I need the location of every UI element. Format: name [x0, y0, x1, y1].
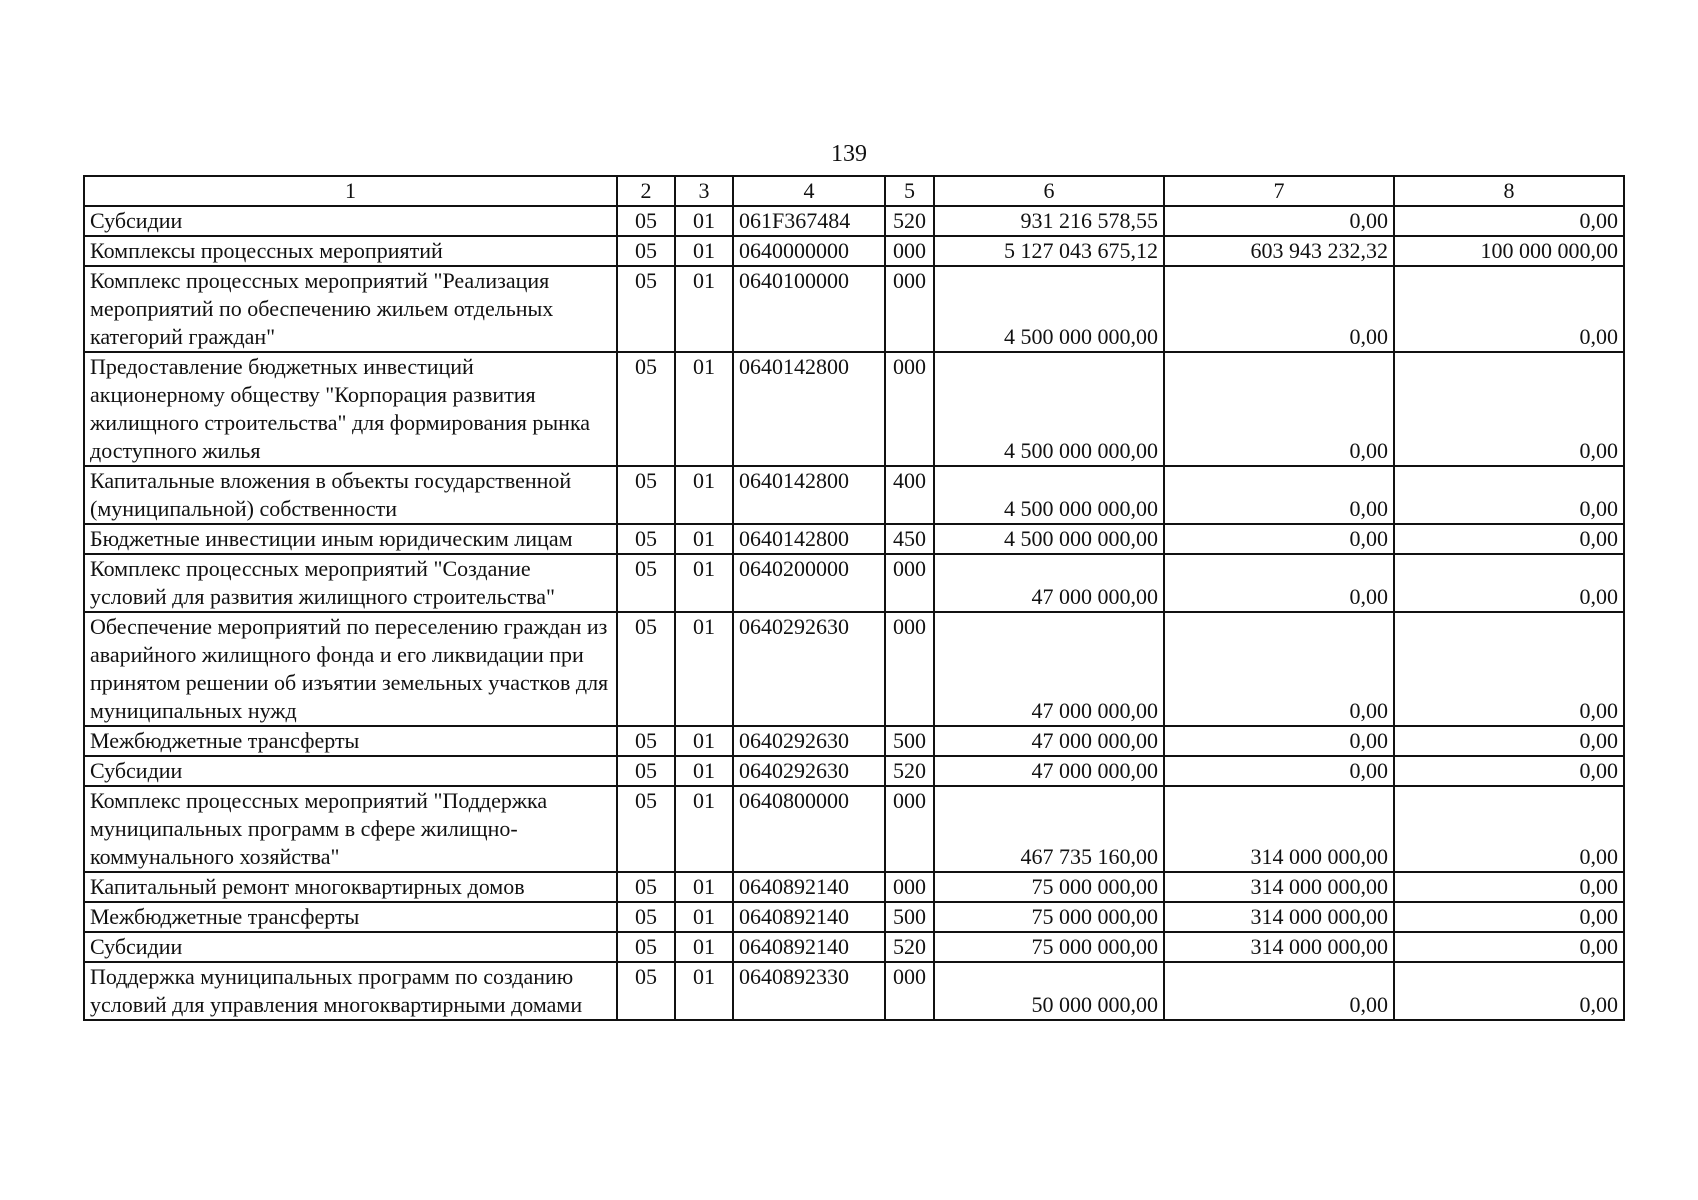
table-row: [84, 524, 1624, 554]
table-row: [84, 466, 1624, 524]
row-target-code: 0640892140: [733, 872, 885, 902]
row-section-code: 05: [617, 902, 675, 932]
row-amount-8: 0,00: [1394, 932, 1624, 962]
row-amount-6: 5 127 043 675,12: [934, 236, 1164, 266]
row-expense-type: 500: [885, 902, 934, 932]
row-name: Субсидии: [84, 932, 617, 962]
row-target-code: 0640800000: [733, 786, 885, 872]
row-expense-type: 500: [885, 726, 934, 756]
row-target-code: 0640142800: [733, 352, 885, 466]
table-row: [84, 756, 1624, 786]
column-header-4: 4: [733, 176, 885, 206]
row-amount-8: 0,00: [1394, 466, 1624, 524]
row-subsection-code: 01: [675, 612, 733, 726]
row-section-code: 05: [617, 352, 675, 466]
row-target-code: 0640142800: [733, 466, 885, 524]
row-subsection-code: 01: [675, 206, 733, 236]
row-section-code: 05: [617, 466, 675, 524]
row-name: Межбюджетные трансферты: [84, 902, 617, 932]
row-amount-6: 75 000 000,00: [934, 902, 1164, 932]
row-amount-7: 603 943 232,32: [1164, 236, 1394, 266]
row-section-code: 05: [617, 756, 675, 786]
row-subsection-code: 01: [675, 554, 733, 612]
row-name: Комплекс процессных мероприятий "Реализация мероприятий по обеспечению жильем отдельных категорий граждан": [84, 266, 617, 352]
row-expense-type: 000: [885, 612, 934, 726]
row-expense-type: 400: [885, 466, 934, 524]
row-amount-6: 4 500 000 000,00: [934, 524, 1164, 554]
row-target-code: 0640200000: [733, 554, 885, 612]
row-amount-8: 0,00: [1394, 962, 1624, 1020]
row-amount-6: 47 000 000,00: [934, 756, 1164, 786]
row-expense-type: 450: [885, 524, 934, 554]
row-amount-6: 4 500 000 000,00: [934, 352, 1164, 466]
row-subsection-code: 01: [675, 786, 733, 872]
table-header-row: [84, 176, 1624, 206]
row-amount-7: 0,00: [1164, 266, 1394, 352]
row-section-code: 05: [617, 206, 675, 236]
row-amount-8: 0,00: [1394, 902, 1624, 932]
row-section-code: 05: [617, 726, 675, 756]
row-amount-8: 0,00: [1394, 756, 1624, 786]
row-amount-7: 314 000 000,00: [1164, 902, 1394, 932]
row-subsection-code: 01: [675, 236, 733, 266]
row-amount-8: 0,00: [1394, 872, 1624, 902]
row-amount-6: 75 000 000,00: [934, 872, 1164, 902]
row-amount-7: 314 000 000,00: [1164, 786, 1394, 872]
row-target-code: 0640292630: [733, 756, 885, 786]
table-row: [84, 932, 1624, 962]
row-target-code: 0640142800: [733, 524, 885, 554]
table-row: [84, 206, 1624, 236]
row-name: Обеспечение мероприятий по переселению граждан из аварийного жилищного фонда и его ликвидации при принятом решении об изъятии земельных участков для муниципальных нужд: [84, 612, 617, 726]
row-amount-7: 0,00: [1164, 554, 1394, 612]
column-header-2: 2: [617, 176, 675, 206]
row-expense-type: 000: [885, 352, 934, 466]
row-amount-7: 0,00: [1164, 726, 1394, 756]
budget-table: [83, 175, 1625, 1021]
row-amount-7: 0,00: [1164, 962, 1394, 1020]
row-section-code: 05: [617, 786, 675, 872]
row-amount-7: 314 000 000,00: [1164, 932, 1394, 962]
row-name: Комплексы процессных мероприятий: [84, 236, 617, 266]
row-amount-7: 314 000 000,00: [1164, 872, 1394, 902]
table-row: [84, 266, 1624, 352]
row-subsection-code: 01: [675, 902, 733, 932]
column-header-1: 1: [84, 176, 617, 206]
row-section-code: 05: [617, 872, 675, 902]
row-amount-7: 0,00: [1164, 524, 1394, 554]
row-subsection-code: 01: [675, 726, 733, 756]
page-number: 139: [831, 141, 867, 167]
row-amount-8: 0,00: [1394, 786, 1624, 872]
row-subsection-code: 01: [675, 962, 733, 1020]
table-row: [84, 612, 1624, 726]
table-row: [84, 726, 1624, 756]
row-expense-type: 520: [885, 932, 934, 962]
row-amount-8: 0,00: [1394, 524, 1624, 554]
row-expense-type: 520: [885, 206, 934, 236]
row-amount-6: 50 000 000,00: [934, 962, 1164, 1020]
table-row: [84, 352, 1624, 466]
row-section-code: 05: [617, 236, 675, 266]
column-header-7: 7: [1164, 176, 1394, 206]
column-header-5: 5: [885, 176, 934, 206]
row-amount-6: 4 500 000 000,00: [934, 466, 1164, 524]
row-amount-6: 931 216 578,55: [934, 206, 1164, 236]
row-expense-type: 000: [885, 786, 934, 872]
row-subsection-code: 01: [675, 466, 733, 524]
row-amount-7: 0,00: [1164, 612, 1394, 726]
row-amount-8: 0,00: [1394, 726, 1624, 756]
row-amount-8: 0,00: [1394, 266, 1624, 352]
row-name: Поддержка муниципальных программ по созданию условий для управления многоквартирными домами: [84, 962, 617, 1020]
row-expense-type: 000: [885, 962, 934, 1020]
row-expense-type: 520: [885, 756, 934, 786]
row-target-code: 0640892140: [733, 932, 885, 962]
row-amount-8: 0,00: [1394, 206, 1624, 236]
row-name: Бюджетные инвестиции иным юридическим лицам: [84, 524, 617, 554]
row-amount-6: 4 500 000 000,00: [934, 266, 1164, 352]
row-amount-7: 0,00: [1164, 206, 1394, 236]
row-amount-6: 47 000 000,00: [934, 612, 1164, 726]
row-amount-6: 47 000 000,00: [934, 726, 1164, 756]
row-amount-8: 0,00: [1394, 612, 1624, 726]
table-row: [84, 962, 1624, 1020]
row-amount-7: 0,00: [1164, 466, 1394, 524]
row-target-code: 0640892140: [733, 902, 885, 932]
row-amount-8: 0,00: [1394, 352, 1624, 466]
row-name: Комплекс процессных мероприятий "Создание условий для развития жилищного строительства": [84, 554, 617, 612]
row-target-code: 0640100000: [733, 266, 885, 352]
row-subsection-code: 01: [675, 352, 733, 466]
row-section-code: 05: [617, 962, 675, 1020]
column-header-3: 3: [675, 176, 733, 206]
row-target-code: 0640292630: [733, 612, 885, 726]
row-subsection-code: 01: [675, 524, 733, 554]
row-expense-type: 000: [885, 236, 934, 266]
row-amount-6: 75 000 000,00: [934, 932, 1164, 962]
table-row: [84, 236, 1624, 266]
row-subsection-code: 01: [675, 266, 733, 352]
row-name: Капитальный ремонт многоквартирных домов: [84, 872, 617, 902]
row-amount-8: 100 000 000,00: [1394, 236, 1624, 266]
row-amount-8: 0,00: [1394, 554, 1624, 612]
table-row: [84, 554, 1624, 612]
row-amount-6: 47 000 000,00: [934, 554, 1164, 612]
row-subsection-code: 01: [675, 756, 733, 786]
row-subsection-code: 01: [675, 932, 733, 962]
row-target-code: 0640292630: [733, 726, 885, 756]
row-section-code: 05: [617, 554, 675, 612]
row-section-code: 05: [617, 524, 675, 554]
row-subsection-code: 01: [675, 872, 733, 902]
row-expense-type: 000: [885, 266, 934, 352]
row-name: Капитальные вложения в объекты государственной (муниципальной) собственности: [84, 466, 617, 524]
column-header-6: 6: [934, 176, 1164, 206]
row-name: Субсидии: [84, 756, 617, 786]
table-row: [84, 872, 1624, 902]
row-amount-7: 0,00: [1164, 352, 1394, 466]
row-name: Комплекс процессных мероприятий "Поддержка муниципальных программ в сфере жилищно-коммунального хозяйства": [84, 786, 617, 872]
row-amount-6: 467 735 160,00: [934, 786, 1164, 872]
row-section-code: 05: [617, 612, 675, 726]
row-section-code: 05: [617, 266, 675, 352]
row-name: Предоставление бюджетных инвестиций акционерному обществу "Корпорация развития жилищного строительства" для формирования рынка доступного жилья: [84, 352, 617, 466]
row-section-code: 05: [617, 932, 675, 962]
column-header-8: 8: [1394, 176, 1624, 206]
row-target-code: 061F367484: [733, 206, 885, 236]
row-name: Межбюджетные трансферты: [84, 726, 617, 756]
row-target-code: 0640892330: [733, 962, 885, 1020]
table-row: [84, 786, 1624, 872]
row-name: Субсидии: [84, 206, 617, 236]
row-expense-type: 000: [885, 872, 934, 902]
row-expense-type: 000: [885, 554, 934, 612]
table-row: [84, 902, 1624, 932]
row-amount-7: 0,00: [1164, 756, 1394, 786]
row-target-code: 0640000000: [733, 236, 885, 266]
